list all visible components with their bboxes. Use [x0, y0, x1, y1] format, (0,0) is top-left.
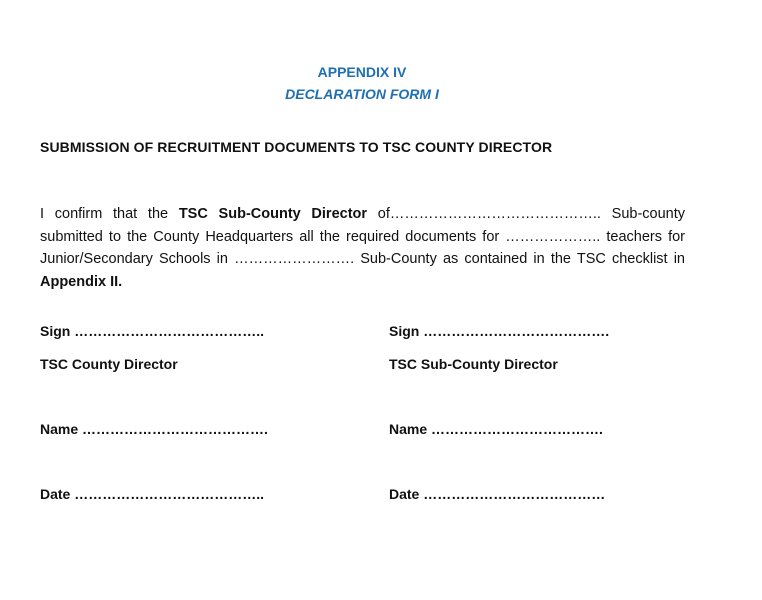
- right-name-label: Name: [389, 421, 428, 437]
- right-date-label: Date: [389, 486, 420, 502]
- right-role-label: TSC Sub-County Director: [389, 356, 558, 372]
- right-name-line: ……………………………….: [431, 421, 603, 437]
- left-date-label: Date: [40, 486, 71, 502]
- subject-heading: SUBMISSION OF RECRUITMENT DOCUMENTS TO TSC COUNTY DIRECTOR: [40, 139, 553, 155]
- left-sign-line: …………………………………..: [74, 323, 265, 339]
- right-sign-label: Sign: [389, 323, 420, 339]
- right-date-line: …………………………………: [423, 486, 606, 502]
- left-name-line: ………………………………….: [82, 421, 268, 437]
- paragraph-text-2: of…………………………………….. Sub-county submitted to the County Headquarters all the required documents for ……………….. teachers for Junior/Secondary Schools in ……………………. Sub-County as contained in the TSC checklist in: [40, 206, 686, 267]
- right-date-field: [389, 486, 605, 502]
- paragraph-bold-appendix: Appendix II.: [40, 273, 123, 290]
- right-sign-field: [389, 323, 609, 339]
- left-role-label: TSC County Director: [40, 356, 178, 372]
- left-name-field: [40, 421, 268, 437]
- left-date-field: [40, 486, 264, 502]
- left-name-label: Name: [40, 421, 79, 437]
- right-sign-line: ………………………………….: [423, 323, 610, 339]
- paragraph-text-1: I confirm that the: [40, 206, 179, 222]
- left-sign-label: Sign: [40, 323, 71, 339]
- right-name-field: [389, 421, 603, 437]
- declaration-paragraph: [40, 203, 685, 293]
- appendix-title: APPENDIX IV: [317, 64, 407, 80]
- left-sign-field: [40, 323, 264, 339]
- left-date-line: …………………………………..: [74, 486, 265, 502]
- paragraph-bold-role: TSC Sub-County Director: [178, 206, 368, 222]
- form-title: DECLARATION FORM I: [285, 86, 439, 102]
